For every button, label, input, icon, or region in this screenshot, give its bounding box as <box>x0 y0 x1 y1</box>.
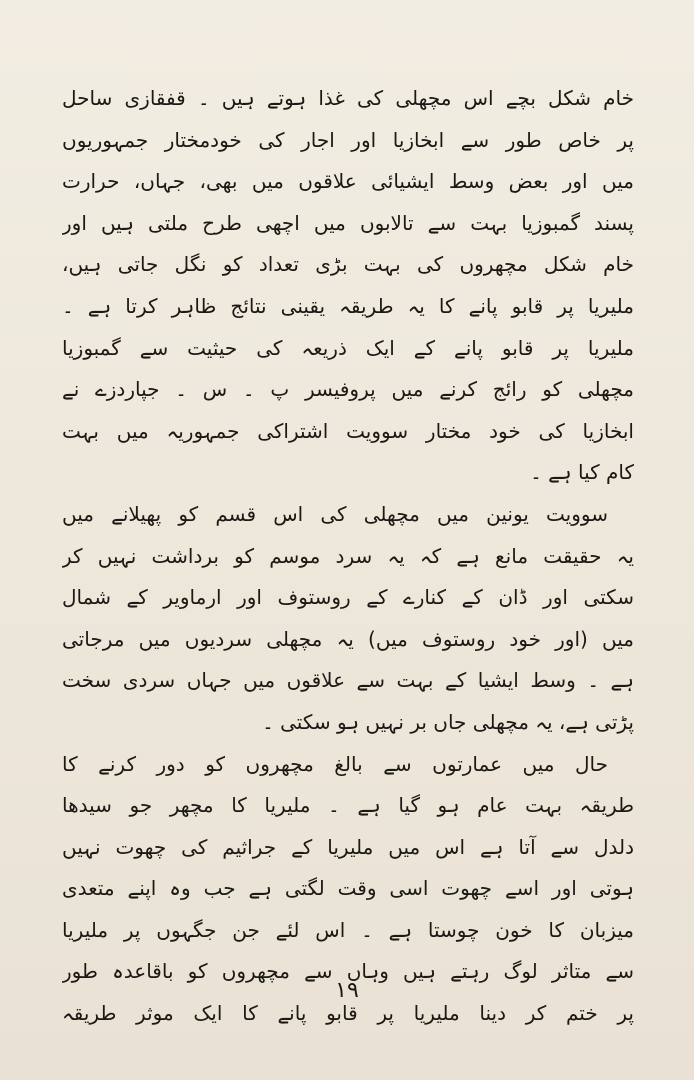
body-text <box>62 78 634 1035</box>
text-line: میں (اور خود روستوف میں) یہ مچھلی سردیوں میں مرجاتی <box>62 626 634 651</box>
page-number: ۱۹ <box>335 978 359 1003</box>
text-line: ملیریا پر قابو پانے کے ایک ذریعہ کی حیثیت سے گمبوزیا <box>62 335 634 360</box>
text-line: میزبان کا خون چوستا ہے ۔ اس لئے جن جگہوں پر ملیریا <box>62 917 634 942</box>
text-line: میں اور بعض وسط ایشیائی علاقوں میں بھی، جہاں، حرارت <box>62 169 634 194</box>
text-line: سکتی اور ڈان کے کنارے کے روستوف اور ارماویر کے شمال <box>62 585 634 610</box>
text-line: ہوتی اور اسے چھوت اسی وقت لگتی ہے جب وہ اپنے متعدی <box>62 876 634 901</box>
text-line: خام شکل بچے اس مچھلی کی غذا ہوتے ہیں ۔ قفقازی ساحل <box>62 86 634 110</box>
text-line: کام کیا ہے ۔ <box>530 460 634 485</box>
text-line: ملیریا پر قابو پانے کا یہ طریقہ یقینی نتائج ظاہر کرتا ہے ۔ <box>62 293 634 318</box>
text-line: حال میں عمارتوں سے بالغ مچھروں کو دور کرنے کا <box>62 751 608 776</box>
text-line: طریقہ بہت عام ہو گیا ہے ۔ ملیریا کا مچھر جو سیدھا <box>62 793 634 818</box>
text-line: پڑتی ہے، یہ مچھلی جاں بر نہیں ہو سکتی ۔ <box>262 709 634 734</box>
text-line: ہے ۔ وسط ایشیا کے بہت سے علاقوں میں جہاں سردی سخت <box>62 668 634 693</box>
text-line: سوویت یونین میں مچھلی کی اس قسم کو پھیلانے میں <box>62 501 608 526</box>
text-line: سے متاثر لوگ رہتے ہیں وہاں سے مچھروں کو باقاعدہ طور <box>62 959 634 984</box>
text-line: خام شکل مچھروں کی بہت بڑی تعداد کو نگل جاتی ہیں، <box>62 252 634 277</box>
text-line: پر خاص طور سے ابخازیا اور اجار کی خودمختار جمہوریوں <box>62 127 634 152</box>
text-line: ابخازیا کی خود مختار سوویت اشتراکی جمہوریہ میں بہت <box>62 418 634 443</box>
text-line: دلدل سے آتا ہے اس میں ملیریا کے جراثیم کی چھوت نہیں <box>62 834 634 859</box>
text-line: پر ختم کر دینا ملیریا پر قابو پانے کا ایک موثر طریقہ <box>62 1001 634 1026</box>
text-line: پسند گمبوزیا بہت سے تالابوں میں اچھی طرح ملتی ہیں اور <box>62 210 634 235</box>
text-line: یہ حقیقت مانع ہے کہ یہ سرد موسم کو برداشت نہیں کر <box>62 543 634 568</box>
text-line: مچھلی کو رائج کرنے میں پروفیسر پ ۔ س ۔ جپاردزے نے <box>62 377 634 402</box>
